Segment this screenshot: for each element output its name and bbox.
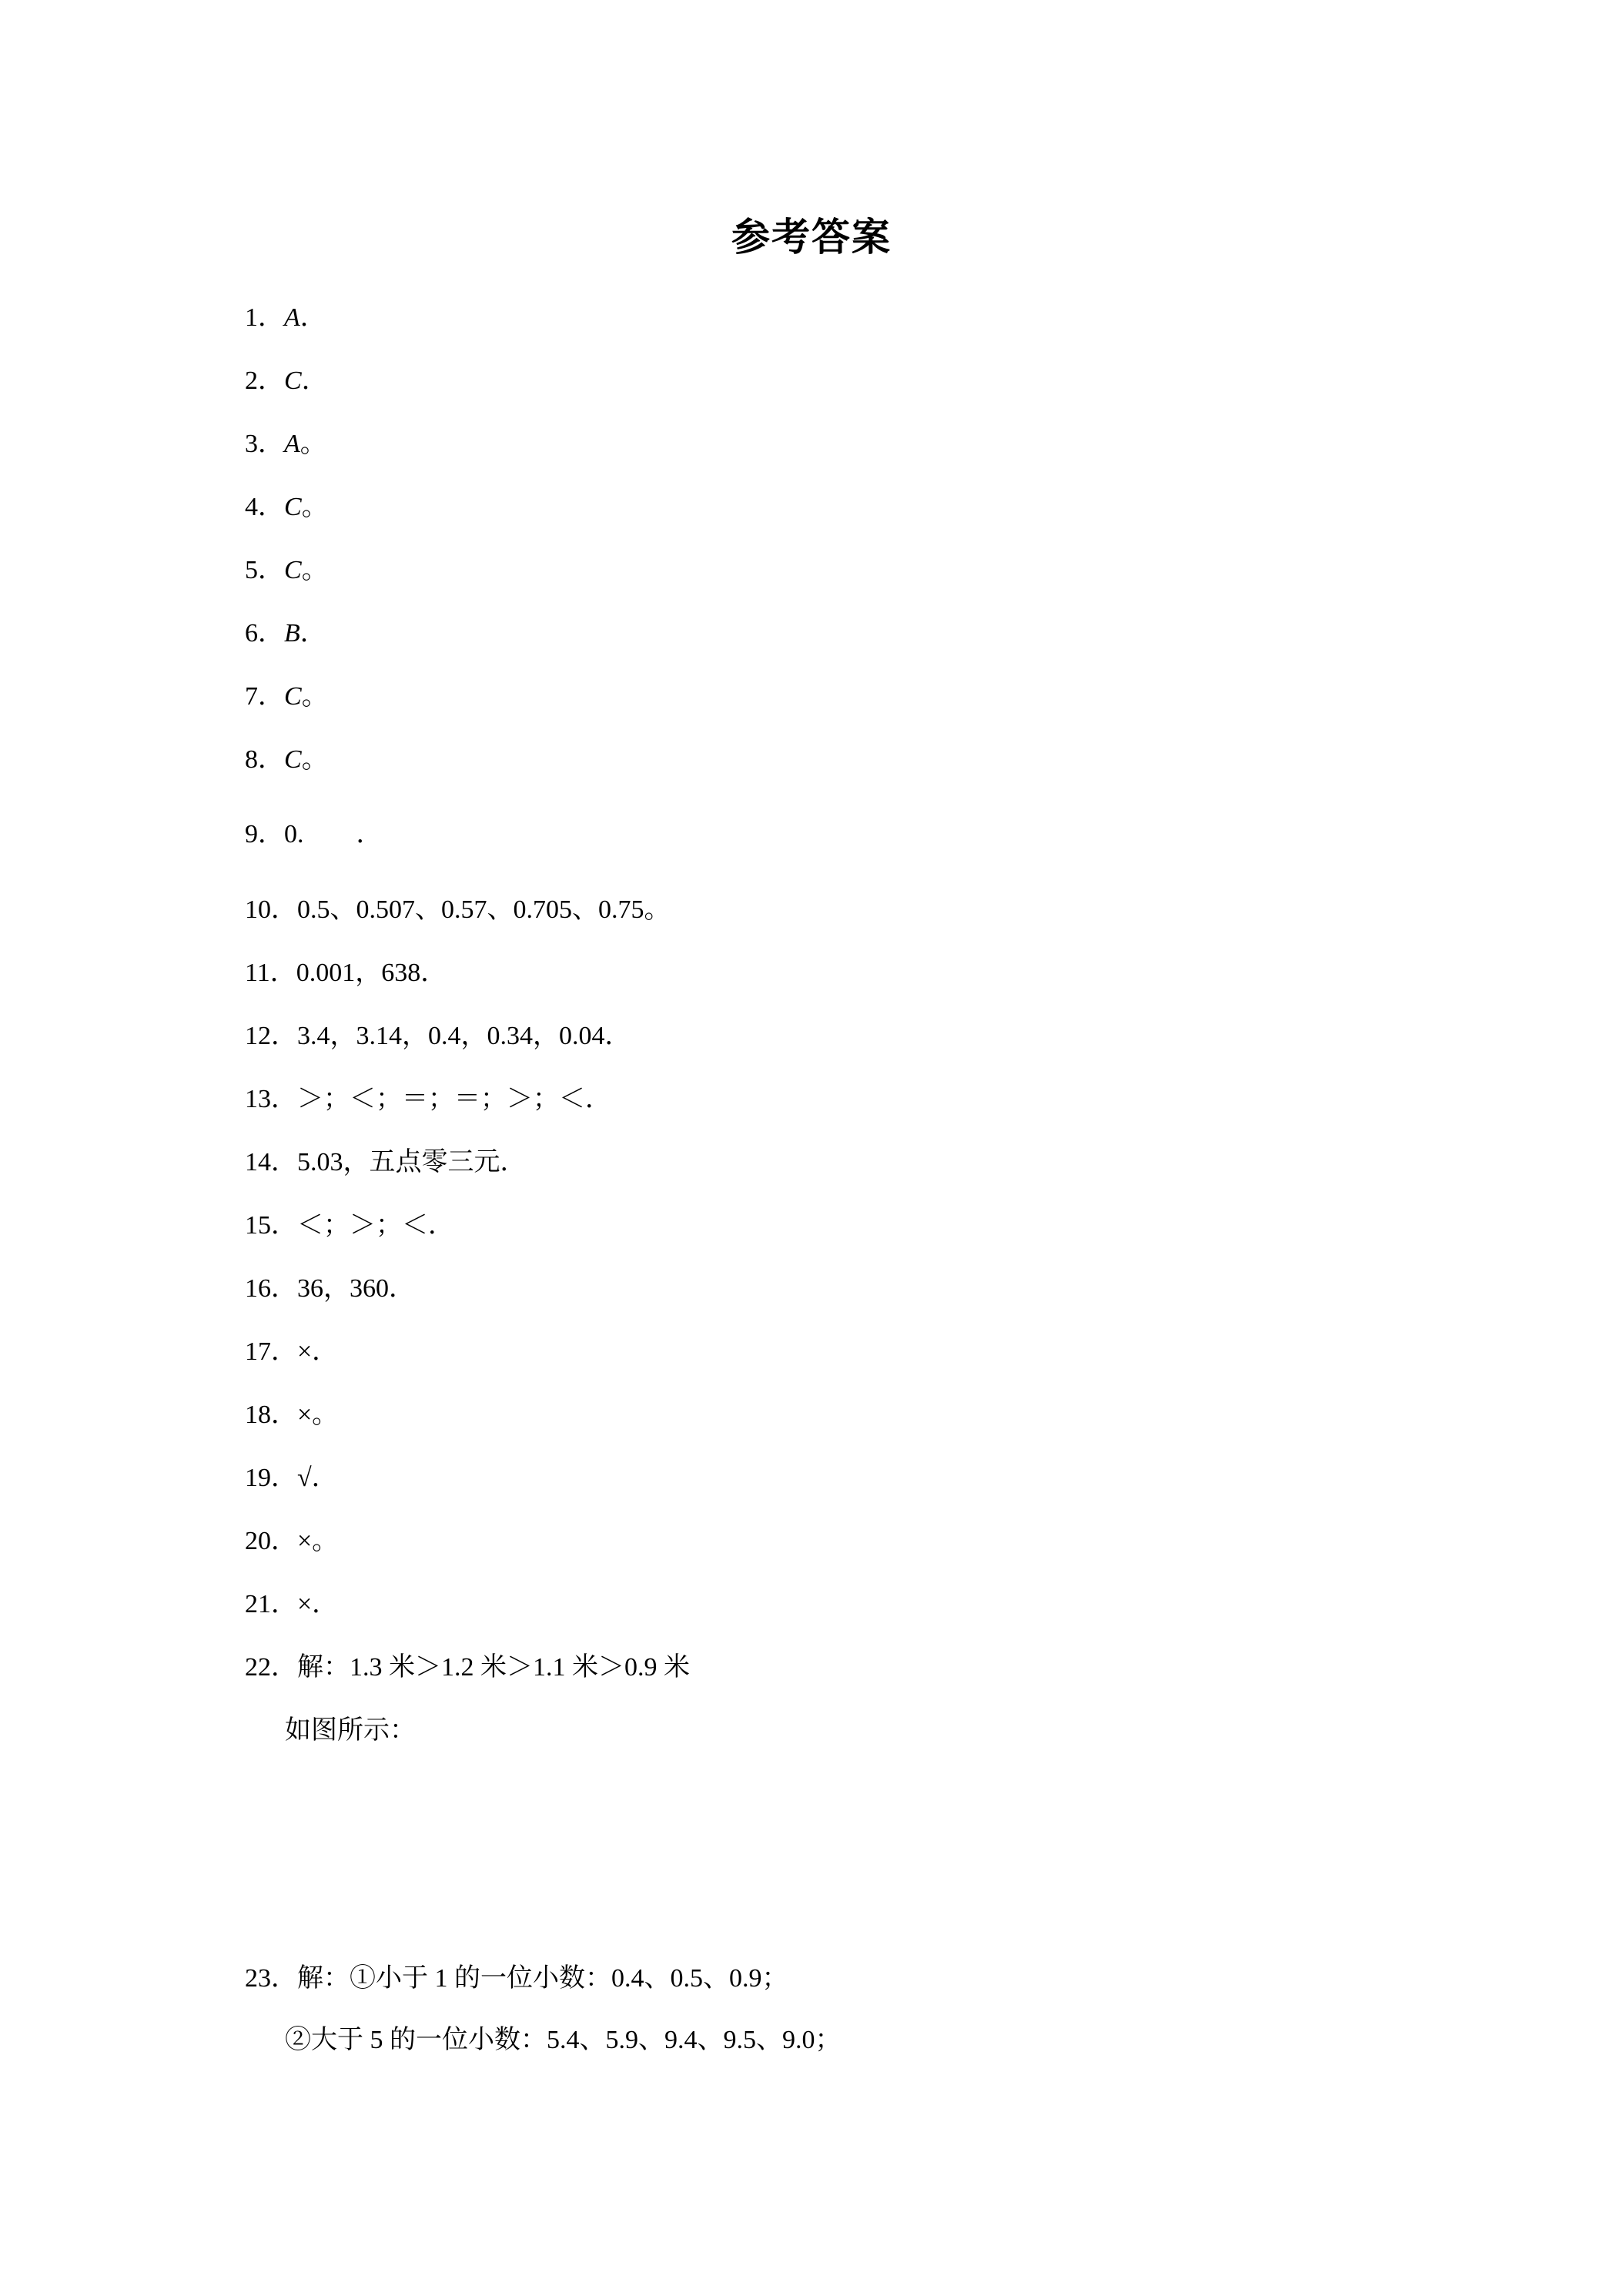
answer-text: ×。 — [297, 1401, 339, 1429]
answer-number: 22． — [245, 1653, 297, 1682]
answer-line — [285, 2023, 842, 2057]
answer-number: 2． — [245, 366, 284, 395]
answer-line — [245, 1651, 690, 1685]
answer-number: 8． — [245, 745, 284, 774]
answer-line — [245, 1525, 338, 1558]
figure-placeholder — [285, 1771, 978, 1933]
answer-number: 17． — [245, 1337, 297, 1366]
answer-line — [245, 893, 671, 927]
answer-line — [245, 1272, 415, 1306]
answer-text: 解：①小于 1 的一位小数：0.4、0.5、0.9； — [297, 1964, 788, 1993]
answer-line — [245, 742, 328, 777]
answer-text: 0. ． — [284, 820, 383, 848]
answer-line — [245, 1588, 338, 1622]
answer-text: √． — [297, 1464, 338, 1492]
answer-text: 0.5、0.507、0.57、0.705、0.75。 — [297, 895, 671, 924]
answer-end: 。 — [301, 681, 328, 711]
answer-option: B — [284, 619, 300, 648]
answer-number: 19． — [245, 1464, 297, 1492]
answer-number: 11． — [245, 959, 296, 987]
answer-number: 3． — [245, 430, 284, 458]
answer-number: 15． — [245, 1211, 297, 1240]
answer-text: ＜；＞；＜． — [297, 1211, 454, 1240]
answer-option: C — [284, 556, 302, 584]
answer-end: ． — [301, 365, 328, 396]
answer-option: A — [284, 303, 300, 332]
answer-end: 。 — [301, 744, 328, 775]
answer-text: 36，360． — [297, 1274, 415, 1303]
answer-number: 16． — [245, 1274, 297, 1303]
answer-number: 7． — [245, 682, 284, 711]
answer-text: ②大于 5 的一位小数：5.4、5.9、9.4、9.5、9.0； — [285, 2026, 842, 2054]
answer-text: 5.03，五点零三元． — [297, 1148, 527, 1176]
answer-text: 如图所示： — [285, 1716, 416, 1745]
answer-end: 。 — [301, 491, 328, 522]
answer-line — [245, 1398, 338, 1432]
answer-option: C — [284, 366, 302, 395]
answer-end: 。 — [300, 428, 326, 459]
answer-line — [245, 363, 328, 398]
answer-end: 。 — [301, 554, 328, 585]
answer-line — [245, 1209, 454, 1243]
answer-number: 20． — [245, 1527, 297, 1555]
answer-end: ． — [300, 302, 326, 333]
answer-option: C — [284, 745, 302, 774]
answer-number: 23． — [245, 1964, 297, 1993]
answer-line — [245, 490, 328, 524]
answer-line — [245, 679, 328, 714]
answer-text: ×． — [297, 1590, 339, 1618]
answer-line — [245, 1962, 788, 1996]
answer-text: ×。 — [297, 1527, 339, 1555]
answer-text: 解：1.3 米＞1.2 米＞1.1 米＞0.9 米 — [297, 1653, 690, 1682]
answer-text: ＞；＜；＝；＝；＞；＜． — [297, 1085, 611, 1113]
answer-text: 3.4，3.14，0.4，0.34，0.04． — [297, 1022, 631, 1050]
answer-number: 18． — [245, 1401, 297, 1429]
answer-line — [245, 553, 328, 587]
answer-line — [285, 1714, 416, 1748]
answer-number: 6． — [245, 619, 284, 648]
answer-text: 0.001，638． — [296, 959, 447, 987]
answer-line — [245, 1335, 338, 1369]
answer-number: 14． — [245, 1148, 297, 1176]
answer-line — [245, 616, 326, 651]
answer-line — [245, 1019, 631, 1053]
answer-line — [245, 300, 326, 335]
answer-number: 1． — [245, 303, 284, 332]
answer-text: ×． — [297, 1337, 339, 1366]
answer-option: A — [284, 430, 300, 458]
answer-line — [245, 818, 383, 852]
page-title: 参考答案 — [731, 215, 892, 259]
answer-number: 13． — [245, 1085, 297, 1113]
answer-option: C — [284, 682, 302, 711]
answer-option: C — [284, 493, 302, 521]
answer-line — [245, 956, 447, 990]
answer-line — [245, 1461, 338, 1495]
answer-number: 9． — [245, 820, 284, 848]
answer-number: 12． — [245, 1022, 297, 1050]
answer-line — [245, 1146, 527, 1180]
answer-number: 21． — [245, 1590, 297, 1618]
answer-number: 4． — [245, 493, 284, 521]
answer-number: 10． — [245, 895, 297, 924]
answer-end: ． — [300, 618, 326, 648]
answer-line — [245, 1083, 611, 1116]
answer-line — [245, 427, 326, 461]
answer-number: 5． — [245, 556, 284, 584]
